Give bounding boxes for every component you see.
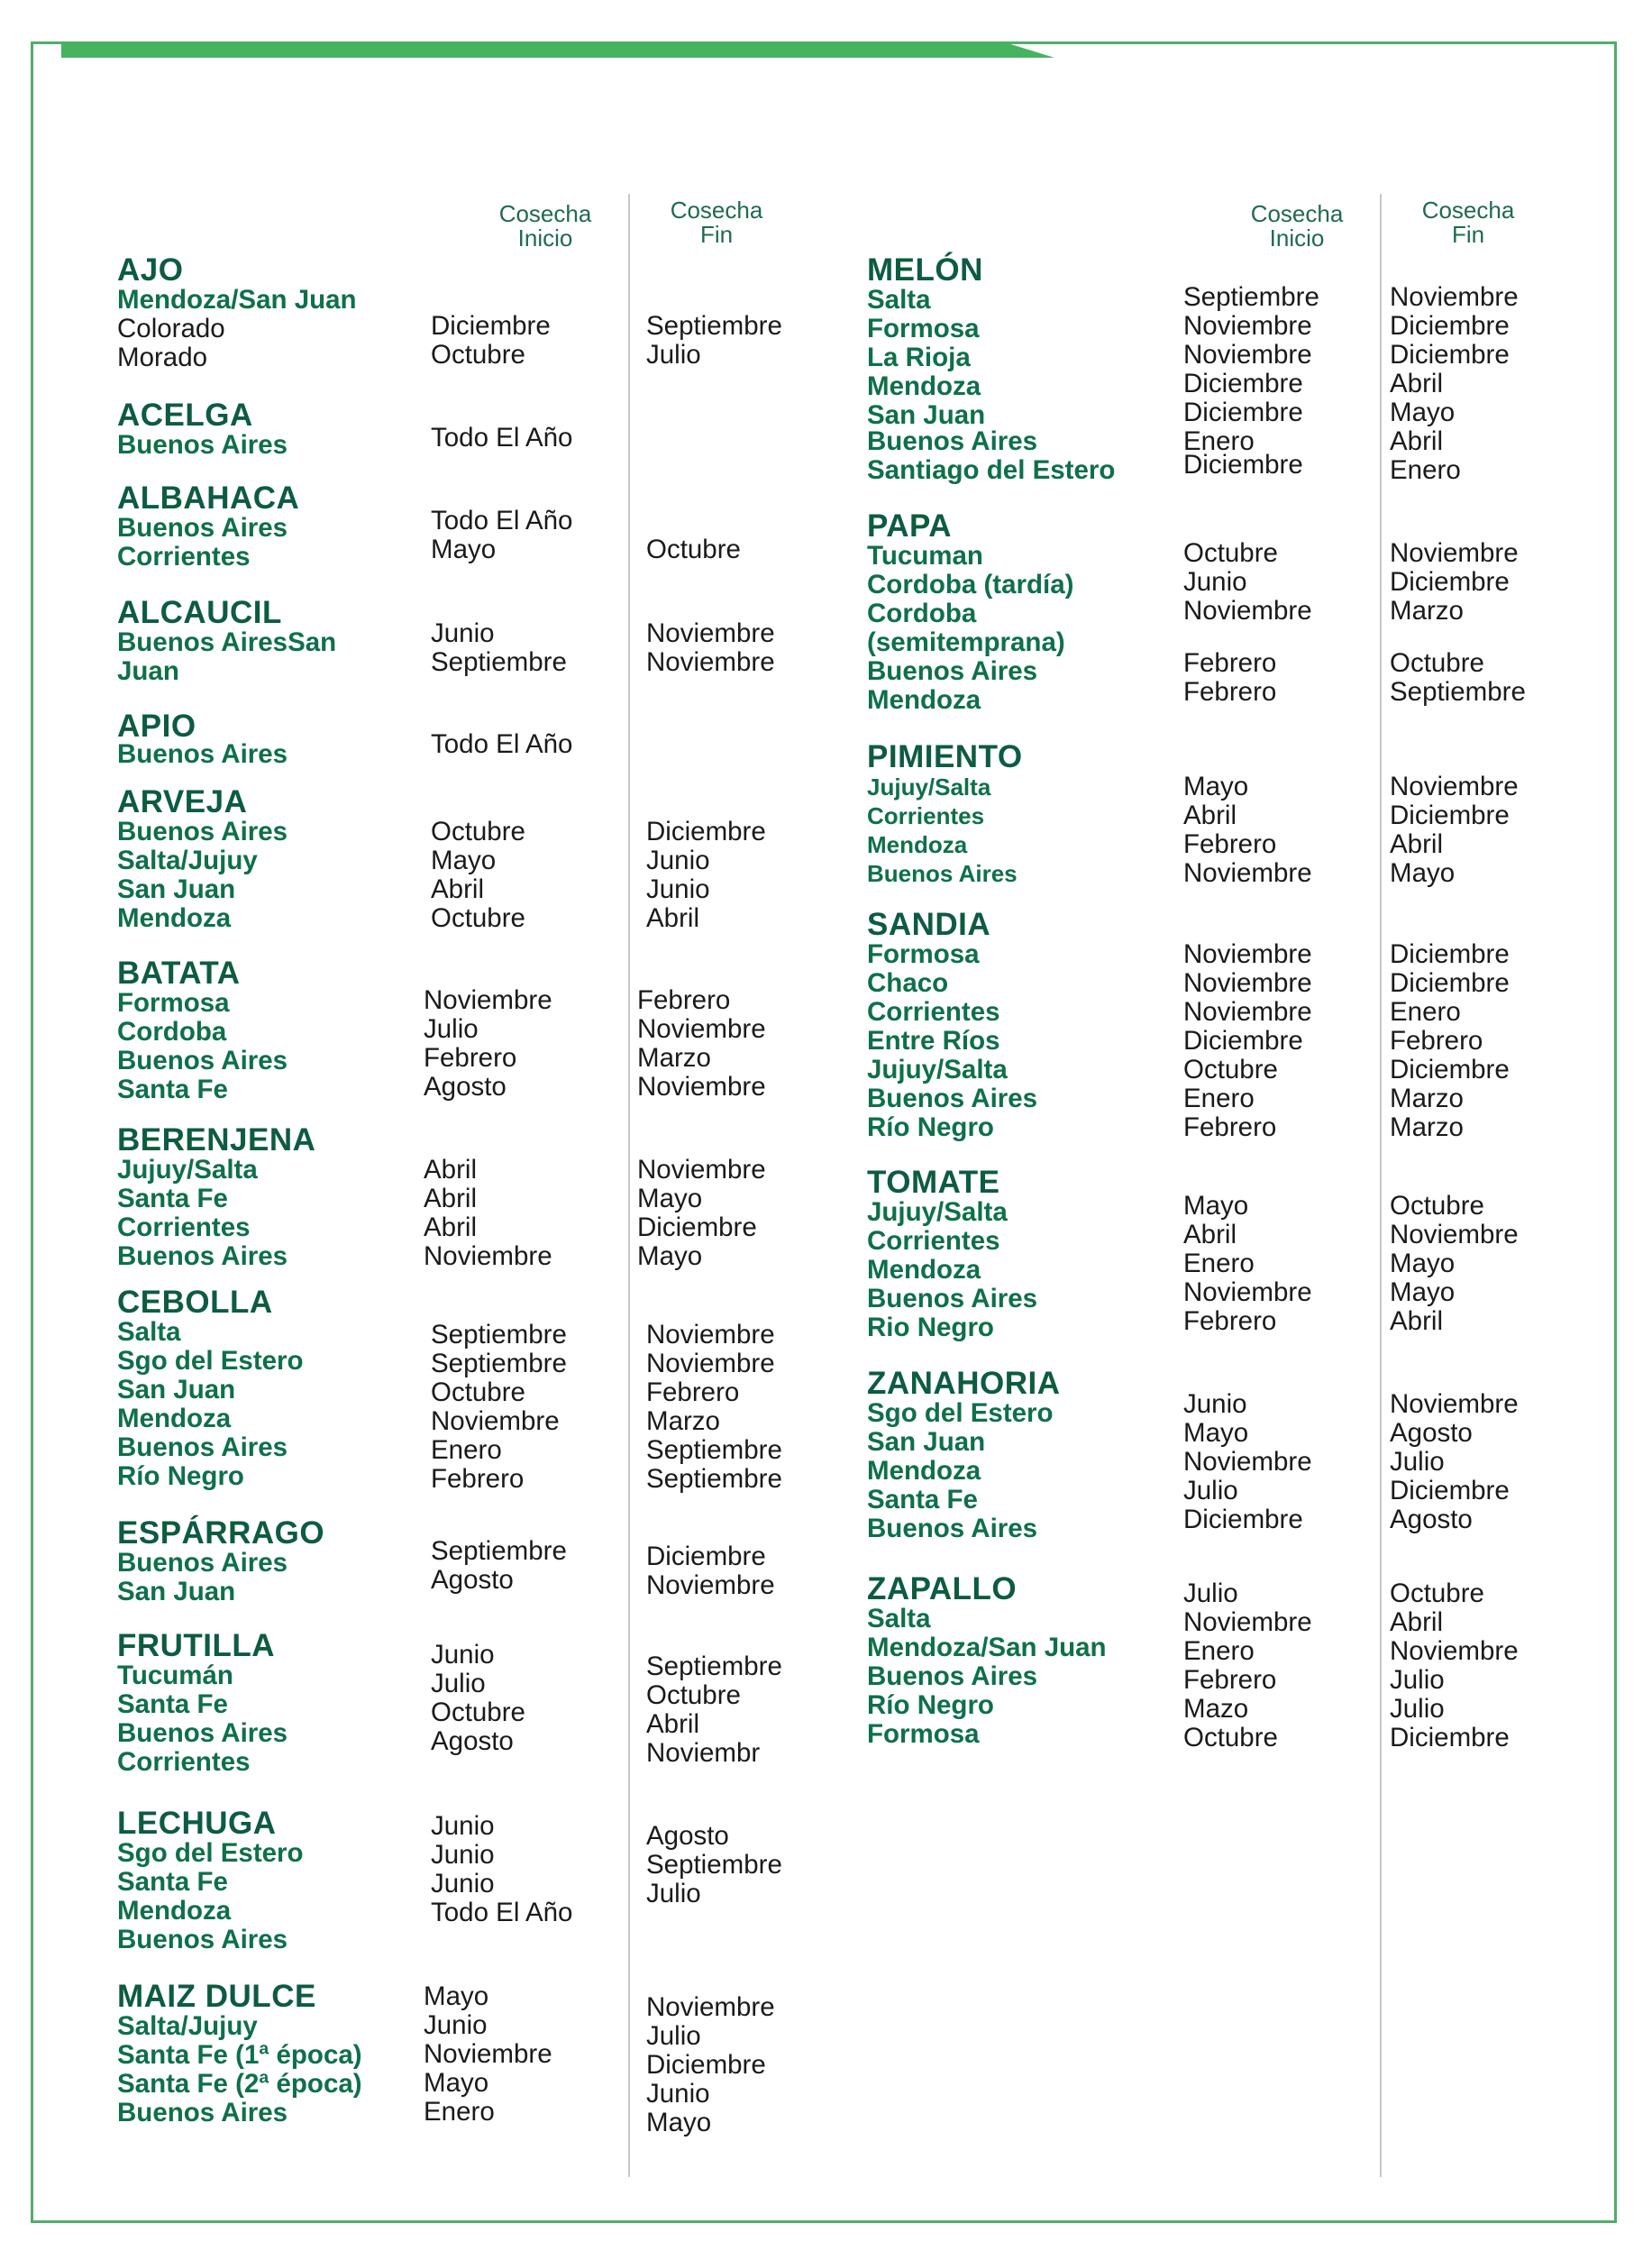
region-label: Buenos Aires xyxy=(867,860,1018,887)
harvest-end: Diciembre xyxy=(1390,968,1510,998)
harvest-end: Septiembre xyxy=(1390,677,1526,707)
harvest-end: Mayo xyxy=(1390,858,1456,888)
region-label: Buenos Aires xyxy=(117,430,288,460)
harvest-start: Octubre xyxy=(1183,1723,1278,1752)
harvest-start: Enero xyxy=(424,2097,495,2127)
region-label: Jujuy/Salta xyxy=(117,1155,258,1185)
harvest-end: Noviembre xyxy=(637,1014,766,1044)
harvest-end: Noviembre xyxy=(646,1992,775,2022)
header-line: Cosecha xyxy=(670,197,763,224)
region-label: Buenos AiresSan xyxy=(117,627,337,657)
harvest-end: Agosto xyxy=(1390,1505,1473,1534)
harvest-start: Mayo xyxy=(1183,1418,1249,1448)
header-fin-right xyxy=(1401,198,1536,247)
harvest-end: Junio xyxy=(646,874,710,904)
harvest-end: Febrero xyxy=(1390,1026,1483,1056)
harvest-end: Noviembre xyxy=(1390,772,1519,801)
harvest-end: Noviembre xyxy=(1390,1636,1519,1666)
region-label: Buenos Aires xyxy=(117,1432,288,1462)
harvest-start: Noviembre xyxy=(424,985,552,1015)
region-label: Santa Fe xyxy=(117,1184,228,1213)
header-line: Fin xyxy=(699,221,734,248)
harvest-start: Noviembre xyxy=(1183,968,1312,998)
variety-label: Morado xyxy=(117,343,208,372)
harvest-end: Marzo xyxy=(637,1043,711,1073)
region-label: Salta/Jujuy xyxy=(117,846,258,875)
harvest-start: Junio xyxy=(431,1640,495,1670)
harvest-end: Abril xyxy=(1390,1607,1444,1637)
harvest-start: Abril xyxy=(424,1155,478,1185)
region-label: Corrientes xyxy=(867,1226,1000,1256)
region-label: Formosa xyxy=(867,314,980,343)
header-line: Cosecha xyxy=(1421,197,1515,224)
harvest-end: Noviembre xyxy=(1390,1389,1519,1419)
harvest-start: Mazo xyxy=(1183,1694,1249,1724)
left-column-separator xyxy=(628,194,630,2177)
harvest-start: Abril xyxy=(424,1184,478,1213)
crop-title: ALCAUCIL xyxy=(117,595,282,630)
header-inicio-right xyxy=(1229,202,1364,251)
harvest-start: Febrero xyxy=(431,1464,525,1494)
harvest-end: Julio xyxy=(646,1879,701,1908)
region-label: Formosa xyxy=(867,939,980,969)
region-label: Tucuman xyxy=(867,541,983,571)
region-label: Río Negro xyxy=(867,1112,994,1142)
crop-title: MELÓN xyxy=(867,252,983,288)
harvest-end: Diciembre xyxy=(1390,311,1510,341)
harvest-end: Noviembr xyxy=(646,1738,761,1768)
crop-title: PIMIENTO xyxy=(867,739,1023,774)
region-label: Jujuy/Salta xyxy=(867,1197,1008,1227)
region-label: Cordoba xyxy=(117,1017,227,1047)
region-label: Santiago del Estero xyxy=(867,455,1116,485)
region-label: Santa Fe (1ª época) xyxy=(117,2040,362,2070)
harvest-end: Marzo xyxy=(1390,596,1464,626)
harvest-start: Junio xyxy=(431,1869,495,1899)
harvest-start: Septiembre xyxy=(431,1536,567,1566)
harvest-end: Julio xyxy=(1390,1665,1445,1695)
harvest-end: Diciembre xyxy=(1390,340,1510,370)
region-label: Buenos Aires xyxy=(117,817,288,846)
harvest-end: Febrero xyxy=(637,985,731,1015)
harvest-start: Octubre xyxy=(431,1697,525,1727)
harvest-start: Junio xyxy=(1183,1389,1247,1419)
harvest-start: Noviembre xyxy=(1183,1607,1312,1637)
harvest-end: Septiembre xyxy=(646,1850,782,1880)
harvest-end: Diciembre xyxy=(1390,567,1510,597)
crop-title: ZANAHORIA xyxy=(867,1366,1061,1401)
harvest-end: Noviembre xyxy=(646,1570,775,1600)
region-label: Cordoba xyxy=(867,599,977,628)
harvest-start: Noviembre xyxy=(1183,311,1312,341)
region-label: Buenos Aires xyxy=(117,1241,288,1271)
harvest-end: Marzo xyxy=(646,1406,720,1436)
harvest-end: Noviembre xyxy=(637,1072,766,1102)
harvest-start: Julio xyxy=(424,1014,479,1044)
region-label: Santa Fe (2ª época) xyxy=(117,2069,362,2099)
crop-title: MAIZ DULCE xyxy=(117,1979,316,2014)
harvest-start: Enero xyxy=(1183,426,1255,456)
harvest-start: Abril xyxy=(1183,801,1237,830)
harvest-end: Noviembre xyxy=(1390,538,1519,568)
harvest-end: Julio xyxy=(1390,1447,1445,1477)
harvest-start: Noviembre xyxy=(1183,1277,1312,1307)
right-column-separator xyxy=(1380,194,1382,2177)
crop-title: TOMATE xyxy=(867,1165,1000,1200)
harvest-start: Diciembre xyxy=(431,311,551,341)
region-label: Sgo del Estero xyxy=(117,1838,304,1868)
harvest-start: Noviembre xyxy=(1183,596,1312,626)
crop-title: BERENJENA xyxy=(117,1122,316,1158)
harvest-end: Mayo xyxy=(637,1241,703,1271)
harvest-end: Septiembre xyxy=(646,1435,782,1465)
harvest-start: Febrero xyxy=(1183,677,1277,707)
harvest-start: Julio xyxy=(1183,1578,1238,1608)
region-label: Chaco xyxy=(867,968,949,998)
region-label: Jujuy/Salta xyxy=(867,1055,1008,1084)
harvest-start: Enero xyxy=(1183,1084,1255,1113)
harvest-start: Febrero xyxy=(1183,648,1277,678)
region-label: Buenos Aires xyxy=(867,656,1038,686)
harvest-end: Abril xyxy=(646,1709,700,1739)
region-label: Mendoza xyxy=(867,1456,981,1486)
region-label: Mendoza xyxy=(867,371,981,401)
harvest-end: Julio xyxy=(646,340,701,370)
harvest-end: Septiembre xyxy=(646,1652,782,1681)
harvest-end: Marzo xyxy=(1390,1084,1464,1113)
harvest-end: Octubre xyxy=(1390,1578,1484,1608)
harvest-end: Febrero xyxy=(646,1377,740,1407)
region-label: Tucumán xyxy=(117,1661,233,1690)
harvest-start: Noviembre xyxy=(1183,997,1312,1027)
harvest-end: Enero xyxy=(1390,997,1461,1027)
harvest-end: Mayo xyxy=(646,2108,712,2137)
harvest-start: Noviembre xyxy=(424,1241,552,1271)
harvest-start: Enero xyxy=(1183,1249,1255,1278)
harvest-start: Febrero xyxy=(1183,1112,1277,1142)
harvest-start: Mayo xyxy=(431,846,497,875)
harvest-start: Agosto xyxy=(424,1072,507,1102)
header-line: Cosecha xyxy=(1250,200,1344,227)
harvest-end: Noviembre xyxy=(646,1320,775,1350)
harvest-start: Octubre xyxy=(1183,538,1278,568)
harvest-end: Octubre xyxy=(646,535,741,564)
harvest-start: Septiembre xyxy=(431,1349,567,1378)
harvest-end: Noviembre xyxy=(646,647,775,677)
harvest-end: Diciembre xyxy=(1390,801,1510,830)
harvest-end: Mayo xyxy=(1390,1277,1456,1307)
region-label: (semitemprana) xyxy=(867,627,1065,657)
region-label: Corrientes xyxy=(117,1212,251,1242)
region-label: Buenos Aires xyxy=(117,739,288,769)
harvest-start: Todo El Año xyxy=(431,506,573,535)
harvest-start: Julio xyxy=(431,1669,486,1698)
crop-title: FRUTILLA xyxy=(117,1628,276,1663)
crop-title: SANDIA xyxy=(867,907,991,942)
region-label: San Juan xyxy=(117,874,236,904)
harvest-start: Diciembre xyxy=(1183,1505,1303,1534)
harvest-start: Octubre xyxy=(431,903,525,933)
harvest-end: Septiembre xyxy=(646,1464,782,1494)
region-label: Buenos Aires xyxy=(867,426,1038,456)
region-label: Sgo del Estero xyxy=(867,1398,1054,1428)
region-label: Santa Fe xyxy=(117,1867,228,1897)
region-label: Corrientes xyxy=(867,802,985,829)
harvest-start: Abril xyxy=(431,874,485,904)
harvest-start: Septiembre xyxy=(431,647,567,677)
crop-title: ESPÁRRAGO xyxy=(117,1515,325,1551)
crop-title: ALBAHACA xyxy=(117,480,300,516)
region-label: Buenos Aires xyxy=(117,1548,288,1578)
harvest-end: Abril xyxy=(1390,369,1444,398)
region-label: Salta xyxy=(867,1604,931,1633)
harvest-end: Diciembre xyxy=(1390,939,1510,969)
region-label: Mendoza xyxy=(867,1255,981,1285)
harvest-start: Diciembre xyxy=(1183,398,1303,427)
harvest-end: Abril xyxy=(1390,829,1444,859)
harvest-start: Agosto xyxy=(431,1726,514,1756)
region-label: Cordoba (tardía) xyxy=(867,570,1074,599)
region-label: Juan xyxy=(117,656,179,686)
harvest-end: Mayo xyxy=(1390,1249,1456,1278)
region-label: Río Negro xyxy=(117,1461,244,1491)
harvest-start: Noviembre xyxy=(1183,1447,1312,1477)
crop-title: ACELGA xyxy=(117,398,253,433)
harvest-end: Diciembre xyxy=(646,817,766,846)
harvest-end: Octubre xyxy=(1390,1191,1484,1221)
harvest-start: Noviembre xyxy=(424,2039,552,2069)
harvest-end: Julio xyxy=(1390,1694,1445,1724)
harvest-start: Mayo xyxy=(424,1981,489,2011)
harvest-start: Junio xyxy=(424,2010,488,2040)
header-band xyxy=(61,42,1054,58)
region-label: Salta/Jujuy xyxy=(117,2011,258,2041)
header-inicio-left xyxy=(478,202,613,251)
harvest-end: Junio xyxy=(646,2079,710,2109)
harvest-start: Enero xyxy=(431,1435,502,1465)
harvest-end: Noviembre xyxy=(646,1349,775,1378)
region-label: Mendoza/San Juan xyxy=(117,285,357,315)
harvest-start: Octubre xyxy=(431,817,525,846)
harvest-end: Octubre xyxy=(646,1680,741,1710)
harvest-end: Abril xyxy=(1390,1306,1444,1336)
harvest-end: Diciembre xyxy=(1390,1723,1510,1752)
harvest-start: Octubre xyxy=(431,340,525,370)
harvest-start: Diciembre xyxy=(1183,450,1303,480)
region-label: Buenos Aires xyxy=(117,2098,288,2127)
region-label: Mendoza xyxy=(867,685,981,715)
region-label: Buenos Aires xyxy=(117,513,288,543)
harvest-start: Febrero xyxy=(1183,1665,1277,1695)
variety-label: Colorado xyxy=(117,314,225,343)
region-label: Salta xyxy=(117,1317,181,1347)
harvest-start: Enero xyxy=(1183,1636,1255,1666)
region-label: Rio Negro xyxy=(867,1313,994,1342)
header-line: Cosecha xyxy=(498,200,592,227)
harvest-start: Julio xyxy=(1183,1476,1238,1505)
region-label: Mendoza xyxy=(117,903,232,933)
harvest-end: Agosto xyxy=(646,1821,729,1851)
region-label: Buenos Aires xyxy=(117,1925,288,1954)
region-label: Mendoza xyxy=(867,831,968,858)
region-label: Santa Fe xyxy=(117,1075,228,1104)
region-label: Buenos Aires xyxy=(117,1718,288,1748)
harvest-start: Junio xyxy=(431,618,495,648)
harvest-end: Abril xyxy=(1390,426,1444,456)
harvest-end: Diciembre xyxy=(646,1542,766,1571)
harvest-start: Octubre xyxy=(1183,1055,1278,1084)
harvest-start: Junio xyxy=(431,1811,495,1841)
region-label: Mendoza xyxy=(117,1404,232,1433)
harvest-end: Octubre xyxy=(1390,648,1484,678)
region-label: Mendoza/San Juan xyxy=(867,1633,1107,1662)
header-line: Fin xyxy=(1451,221,1485,248)
header-fin-left xyxy=(649,198,784,247)
harvest-end: Mayo xyxy=(637,1184,703,1213)
region-label: Buenos Aires xyxy=(867,1084,1038,1113)
region-label: Formosa xyxy=(867,1719,980,1749)
region-label: Santa Fe xyxy=(867,1485,978,1514)
region-label: San Juan xyxy=(867,400,986,430)
harvest-start: Abril xyxy=(1183,1220,1237,1249)
harvest-end: Noviembre xyxy=(1390,1220,1519,1249)
harvest-end: Septiembre xyxy=(646,311,782,341)
harvest-start: Agosto xyxy=(431,1565,514,1595)
harvest-start: Septiembre xyxy=(431,1320,567,1350)
harvest-end: Julio xyxy=(646,2021,701,2051)
region-label: Sgo del Estero xyxy=(117,1346,304,1376)
harvest-end: Noviembre xyxy=(637,1155,766,1185)
harvest-end: Marzo xyxy=(1390,1112,1464,1142)
harvest-end: Enero xyxy=(1390,455,1461,485)
harvest-end: Diciembre xyxy=(637,1212,757,1242)
crop-title: ARVEJA xyxy=(117,784,248,819)
region-label: Mendoza xyxy=(117,1896,232,1926)
harvest-start: Todo El Año xyxy=(431,423,573,453)
crop-title: PAPA xyxy=(867,508,953,544)
crop-title: APIO xyxy=(117,709,196,744)
harvest-start: Diciembre xyxy=(1183,1026,1303,1056)
header-line: Inicio xyxy=(1269,224,1325,252)
harvest-end: Noviembre xyxy=(646,618,775,648)
region-label: Salta xyxy=(867,285,931,315)
harvest-start: Noviembre xyxy=(431,1406,560,1436)
region-label: San Juan xyxy=(867,1427,986,1457)
harvest-start: Diciembre xyxy=(1183,369,1303,398)
header-line: Inicio xyxy=(517,224,573,252)
harvest-start: Mayo xyxy=(1183,1191,1249,1221)
harvest-end: Abril xyxy=(646,903,700,933)
region-label: Corrientes xyxy=(117,1747,251,1777)
region-label: San Juan xyxy=(117,1375,236,1405)
harvest-start: Febrero xyxy=(424,1043,517,1073)
harvest-end: Agosto xyxy=(1390,1418,1473,1448)
harvest-start: Mayo xyxy=(431,535,497,564)
region-label: Corrientes xyxy=(867,997,1000,1027)
region-label: Jujuy/Salta xyxy=(867,773,991,801)
crop-title: CEBOLLA xyxy=(117,1285,273,1320)
harvest-end: Noviembre xyxy=(1390,282,1519,312)
crop-title: LECHUGA xyxy=(117,1806,277,1841)
region-label: Entre Ríos xyxy=(867,1026,1000,1056)
region-label: Formosa xyxy=(117,988,230,1018)
region-label: Río Negro xyxy=(867,1690,994,1720)
region-label: Corrientes xyxy=(117,542,251,572)
harvest-start: Mayo xyxy=(424,2068,489,2098)
harvest-end: Diciembre xyxy=(1390,1476,1510,1505)
region-label: San Juan xyxy=(117,1577,236,1606)
crop-title: AJO xyxy=(117,252,184,288)
region-label: Buenos Aires xyxy=(867,1661,1038,1691)
harvest-start: Febrero xyxy=(1183,1306,1277,1336)
crop-title: BATATA xyxy=(117,956,241,991)
harvest-start: Junio xyxy=(1183,567,1247,597)
harvest-start: Abril xyxy=(424,1212,478,1242)
harvest-end: Junio xyxy=(646,846,710,875)
harvest-start: Noviembre xyxy=(1183,340,1312,370)
harvest-end: Diciembre xyxy=(646,2050,766,2080)
region-label: Buenos Aires xyxy=(867,1514,1038,1543)
harvest-start: Octubre xyxy=(431,1377,525,1407)
harvest-end: Diciembre xyxy=(1390,1055,1510,1084)
region-label: Buenos Aires xyxy=(117,1046,288,1075)
harvest-start: Todo El Año xyxy=(431,1898,573,1927)
harvest-start: Noviembre xyxy=(1183,939,1312,969)
crop-title: ZAPALLO xyxy=(867,1571,1018,1606)
region-label: Santa Fe xyxy=(117,1689,228,1719)
harvest-start: Junio xyxy=(431,1840,495,1870)
harvest-start: Noviembre xyxy=(1183,858,1312,888)
harvest-start: Todo El Año xyxy=(431,729,573,759)
harvest-end: Mayo xyxy=(1390,398,1456,427)
harvest-start: Septiembre xyxy=(1183,282,1319,312)
region-label: La Rioja xyxy=(867,343,971,372)
harvest-start: Mayo xyxy=(1183,772,1249,801)
harvest-start: Febrero xyxy=(1183,829,1277,859)
region-label: Buenos Aires xyxy=(867,1284,1038,1313)
